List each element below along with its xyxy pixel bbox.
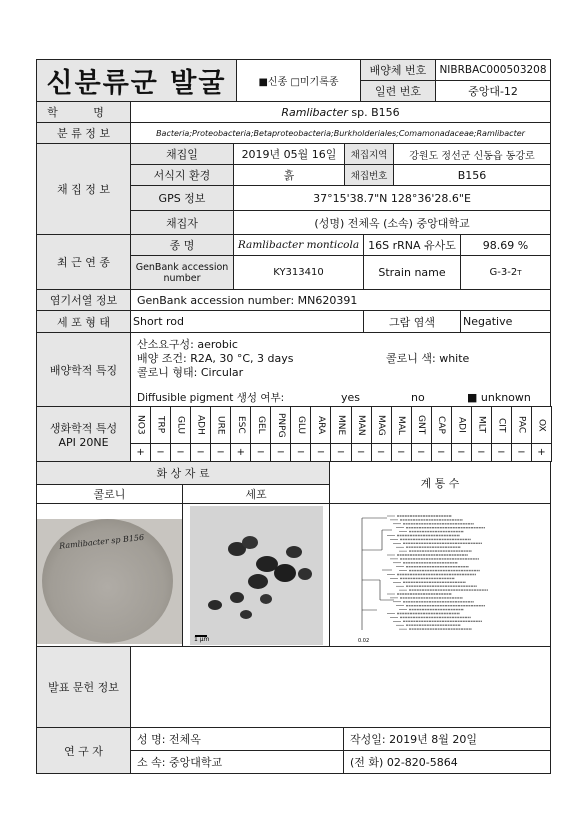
api-test-result-value: − bbox=[256, 447, 265, 458]
api-test-result bbox=[491, 443, 512, 462]
plate-label: Ramlibacter sp B156 bbox=[58, 532, 145, 551]
api-test-result bbox=[451, 443, 472, 462]
api-test-result bbox=[290, 443, 311, 462]
api-test-header bbox=[330, 406, 351, 444]
serial-label-cell bbox=[360, 80, 436, 102]
cell-blob bbox=[242, 536, 258, 549]
culture-conditions: 배양 조건: R2A, 30 °C, 3 days bbox=[137, 352, 294, 365]
api-test-result-value: − bbox=[176, 447, 185, 458]
api-test-name: URE bbox=[215, 415, 226, 435]
species-rest: sp. B156 bbox=[347, 105, 400, 119]
api-test-name: GEL bbox=[255, 416, 266, 434]
cell-blob bbox=[286, 546, 302, 558]
api-test-result-value: − bbox=[497, 447, 506, 458]
scale-bar-label: 1 μm bbox=[194, 636, 210, 643]
strain-label-cell bbox=[360, 59, 436, 81]
gram-value: Negative bbox=[463, 315, 513, 328]
api-test-header bbox=[371, 406, 392, 444]
api-test-result bbox=[391, 443, 412, 462]
api-test-result-value: − bbox=[396, 447, 406, 458]
api-test-result bbox=[210, 443, 231, 462]
sequence-label-cell bbox=[36, 289, 131, 311]
api-test-header bbox=[351, 406, 372, 444]
page-title: 신분류군 발굴 bbox=[46, 68, 227, 99]
api-test-name: ARA bbox=[315, 415, 326, 435]
morphology-label: 세 포 형 태 bbox=[57, 315, 110, 329]
strain-name-value-cell bbox=[460, 255, 551, 290]
api-test-header bbox=[431, 406, 452, 444]
api-test-header bbox=[270, 406, 291, 444]
tree-label: 계 통 수 bbox=[420, 476, 460, 490]
api-test-result-value: − bbox=[336, 447, 346, 458]
api-test-header bbox=[531, 406, 552, 444]
api-test-result bbox=[170, 443, 191, 462]
strain-label: 배양체 번호 bbox=[369, 64, 427, 77]
rrna-label-cell bbox=[363, 234, 461, 256]
api-test-header bbox=[190, 406, 211, 444]
api-test-result bbox=[511, 443, 532, 462]
cell-blob bbox=[230, 592, 244, 603]
rrna-value-cell bbox=[460, 234, 551, 256]
api-test-result-value: − bbox=[437, 447, 446, 458]
api-test-header bbox=[511, 406, 532, 444]
api-test-result bbox=[190, 443, 211, 462]
species-value-cell bbox=[233, 234, 364, 256]
cell-blob bbox=[274, 564, 296, 582]
number-label: 채집번호 bbox=[350, 171, 388, 182]
researcher-phone-cell bbox=[343, 750, 551, 774]
date-value: 2019년 05월 16일 bbox=[241, 148, 337, 161]
serial-value-cell bbox=[435, 80, 551, 102]
colony-label-cell bbox=[36, 484, 183, 504]
region-label-cell bbox=[344, 143, 394, 165]
api-test-name: ESC bbox=[235, 416, 246, 434]
api-test-name: NO3 bbox=[135, 415, 146, 435]
gram-value-cell bbox=[460, 310, 551, 333]
name-label-cell bbox=[36, 101, 131, 123]
api-test-name: GLU bbox=[295, 415, 306, 435]
sequence-value: GenBank accession number: MN620391 bbox=[137, 293, 358, 307]
api-test-result bbox=[130, 443, 151, 462]
api-test-header bbox=[150, 406, 171, 444]
region-value: 강원도 정선군 신동읍 동강로 bbox=[409, 150, 535, 162]
genbank-label: GenBank accession number bbox=[135, 261, 229, 284]
researcher-label-cell bbox=[36, 727, 131, 774]
habitat-value: 흙 bbox=[283, 169, 295, 182]
api-test-result-value: − bbox=[457, 447, 466, 458]
collector-value: (성명) 전체옥 (소속) 중앙대학교 bbox=[314, 216, 470, 230]
pigment-no: no bbox=[411, 391, 425, 404]
publication-label: 발표 문헌 정보 bbox=[48, 681, 119, 694]
images-label-cell bbox=[36, 461, 330, 485]
api-test-result-value: − bbox=[316, 447, 326, 458]
taxonomy-label: 분 류 정 보 bbox=[57, 127, 110, 140]
api-test-name: PNPG bbox=[275, 412, 286, 438]
nearest-label-cell bbox=[36, 234, 131, 290]
api-test-header bbox=[310, 406, 331, 444]
gram-label-cell bbox=[363, 310, 461, 333]
genbank-label-cell bbox=[130, 255, 234, 290]
api-test-result bbox=[431, 443, 452, 462]
region-label: 채집지역 bbox=[350, 150, 388, 161]
number-value: B156 bbox=[457, 168, 487, 182]
new-species-check: ■신종 bbox=[258, 77, 288, 88]
api-test-result-value: − bbox=[416, 447, 426, 458]
api-test-result bbox=[250, 443, 271, 462]
api-test-header bbox=[170, 406, 191, 444]
api-test-result-value: + bbox=[136, 447, 145, 458]
phylogenetic-tree bbox=[352, 510, 542, 644]
morphology-value-cell bbox=[130, 310, 364, 333]
api-test-result-value: − bbox=[296, 447, 306, 458]
date-label-cell bbox=[130, 143, 234, 165]
api-test-result-value: + bbox=[537, 447, 546, 458]
sequence-label: 염기서열 정보 bbox=[49, 294, 118, 307]
api-test-name: GLU bbox=[175, 415, 186, 435]
researcher-affil: 소 속: 중앙대학교 bbox=[137, 756, 223, 769]
name-label: 학 명 bbox=[47, 106, 120, 119]
researcher-name-cell bbox=[130, 727, 344, 751]
api-test-result bbox=[330, 443, 351, 462]
colony-label: 콜로니 bbox=[93, 488, 126, 501]
api-test-header bbox=[391, 406, 412, 444]
genbank-value-cell bbox=[233, 255, 364, 290]
api-test-result bbox=[150, 443, 171, 462]
api-test-header bbox=[130, 406, 151, 444]
colony-plate-photo bbox=[37, 519, 182, 644]
taxonomy-label-cell bbox=[36, 122, 131, 144]
tem-cell-photo bbox=[190, 506, 323, 645]
gps-label-cell bbox=[130, 185, 234, 211]
collection-label-cell bbox=[36, 143, 131, 235]
genus-name: Ramlibacter bbox=[281, 105, 348, 119]
habitat-value-cell bbox=[233, 164, 345, 186]
api-test-result bbox=[270, 443, 291, 462]
species-value: Ramlibacter monticola bbox=[237, 239, 360, 251]
researcher-label: 연 구 자 bbox=[64, 744, 103, 758]
culture-label-cell bbox=[36, 332, 131, 407]
species-label: 종 명 bbox=[169, 239, 195, 252]
cell-label: 세포 bbox=[245, 488, 267, 501]
api-test-result-value: − bbox=[276, 447, 286, 458]
api-test-result bbox=[230, 443, 251, 462]
cell-blob bbox=[240, 610, 252, 619]
nearest-label: 최 근 연 종 bbox=[57, 256, 110, 269]
habitat-label-cell bbox=[130, 164, 234, 186]
api-test-result-value: − bbox=[156, 447, 165, 458]
pigment-yes: yes bbox=[341, 391, 361, 404]
oxygen-requirement: 산소요구성: aerobic bbox=[137, 338, 238, 351]
api-test-header bbox=[491, 406, 512, 444]
api-test-name: GNT bbox=[416, 415, 427, 435]
cell-blob bbox=[260, 594, 272, 604]
api-test-name: MAL bbox=[396, 415, 407, 435]
serial-value: 중앙대-12 bbox=[468, 85, 518, 98]
api-test-result-value: − bbox=[356, 447, 366, 458]
api-test-result bbox=[310, 443, 331, 462]
api-test-name: MAN bbox=[356, 414, 367, 436]
api-test-result-value: + bbox=[236, 447, 245, 458]
number-label-cell bbox=[344, 164, 394, 186]
api-test-name: PAC bbox=[516, 416, 527, 434]
cell-label-cell bbox=[182, 484, 330, 504]
collector-label-cell bbox=[130, 210, 234, 235]
taxonomy-value: Bacteria;Proteobacteria;Betaproteobacteria;Burkholderiales;Comamonadaceae;Ramlibacter bbox=[156, 128, 525, 138]
publication-value-cell bbox=[130, 646, 551, 728]
gps-value-cell bbox=[233, 185, 551, 211]
cell-blob bbox=[248, 574, 268, 589]
pigment-unknown: ■ unknown bbox=[467, 391, 531, 404]
researcher-affil-cell bbox=[130, 750, 344, 774]
api-test-result bbox=[471, 443, 492, 462]
gps-label: GPS 정보 bbox=[158, 192, 206, 205]
strain-value-cell bbox=[435, 59, 551, 81]
title-box bbox=[36, 59, 237, 102]
api-test-result-value: − bbox=[216, 447, 225, 458]
number-value-cell bbox=[393, 164, 551, 186]
api-test-header bbox=[250, 406, 271, 444]
unrecorded-check: □미기록종 bbox=[290, 77, 339, 88]
researcher-name: 성 명: 전체옥 bbox=[137, 733, 201, 746]
api-test-result bbox=[371, 443, 392, 462]
api-test-name: OX bbox=[536, 418, 547, 432]
serial-label: 일련 번호 bbox=[374, 85, 421, 98]
report-date-cell bbox=[343, 727, 551, 751]
api-test-result-value: − bbox=[477, 447, 486, 458]
type-box bbox=[236, 59, 361, 102]
api-test-name: ADI bbox=[456, 417, 467, 433]
pigment-label: Diffusible pigment 생성 여부: bbox=[137, 392, 285, 404]
collection-label: 채 집 정 보 bbox=[57, 183, 110, 196]
api-test-result-value: − bbox=[376, 447, 386, 458]
report-date: 작성일: 2019년 8월 20일 bbox=[350, 733, 477, 746]
culture-label: 배양학적 특징 bbox=[49, 363, 118, 377]
strain-name-value: G-3-2 bbox=[489, 267, 518, 278]
api-test-name: TRP bbox=[155, 416, 166, 434]
api-test-header bbox=[451, 406, 472, 444]
habitat-label: 서식지 환경 bbox=[153, 169, 211, 182]
api-test-result bbox=[411, 443, 432, 462]
morphology-label-cell bbox=[36, 310, 131, 333]
strain-name-label-cell bbox=[363, 255, 461, 290]
morphology-value: Short rod bbox=[133, 315, 185, 328]
images-label: 화 상 자 료 bbox=[156, 467, 210, 480]
api-test-name: CAP bbox=[436, 416, 447, 434]
region-value-cell bbox=[393, 143, 551, 165]
researcher-phone: (전 화) 02-820-5864 bbox=[350, 756, 458, 769]
taxonomy-value-cell bbox=[130, 122, 551, 144]
cell-blob bbox=[208, 600, 222, 610]
api-test-header bbox=[230, 406, 251, 444]
collector-label: 채집자 bbox=[166, 216, 198, 230]
date-label: 채집일 bbox=[166, 148, 198, 161]
biochem-label-cell bbox=[36, 406, 131, 462]
rrna-value: 98.69 % bbox=[482, 238, 529, 252]
api-test-name: MAG bbox=[376, 414, 387, 436]
api-test-name: MLT bbox=[476, 416, 487, 434]
rrna-label: 16S rRNA 유사도 bbox=[368, 239, 456, 252]
api-test-result bbox=[531, 443, 552, 462]
gram-label: 그람 염색 bbox=[388, 315, 435, 329]
collector-value-cell bbox=[233, 210, 551, 235]
strain-name-label: Strain name bbox=[378, 266, 446, 279]
colony-shape: 콜로니 형태: Circular bbox=[137, 366, 244, 379]
api-label: API 20NE bbox=[58, 435, 109, 449]
colony-color: 콜로니 색: white bbox=[386, 352, 470, 365]
api-test-name: MNE bbox=[335, 414, 346, 436]
api-test-header bbox=[210, 406, 231, 444]
genbank-value: KY313410 bbox=[273, 267, 324, 278]
api-test-result-value: − bbox=[196, 447, 205, 458]
tree-label-cell bbox=[329, 461, 551, 504]
api-test-header bbox=[290, 406, 311, 444]
api-test-name: ADH bbox=[195, 415, 206, 435]
biochem-label: 생화학적 특성 bbox=[49, 421, 118, 435]
species-label-cell bbox=[130, 234, 234, 256]
tree-scale: 0.02 bbox=[358, 638, 370, 644]
strain-value: NIBRBAC000503208 bbox=[439, 64, 547, 76]
api-test-name: CIT bbox=[496, 417, 507, 433]
api-test-result-value: − bbox=[517, 447, 526, 458]
gps-value: 37°15'38.7"N 128°36'28.6"E bbox=[313, 191, 471, 205]
publication-label-cell bbox=[36, 646, 131, 728]
cell-blob bbox=[298, 568, 312, 580]
api-test-header bbox=[411, 406, 432, 444]
name-value-cell bbox=[130, 101, 551, 123]
sequence-value-cell bbox=[130, 289, 551, 311]
date-value-cell bbox=[233, 143, 345, 165]
type-strain-sup: T bbox=[517, 268, 522, 277]
api-test-result bbox=[351, 443, 372, 462]
api-test-header bbox=[471, 406, 492, 444]
